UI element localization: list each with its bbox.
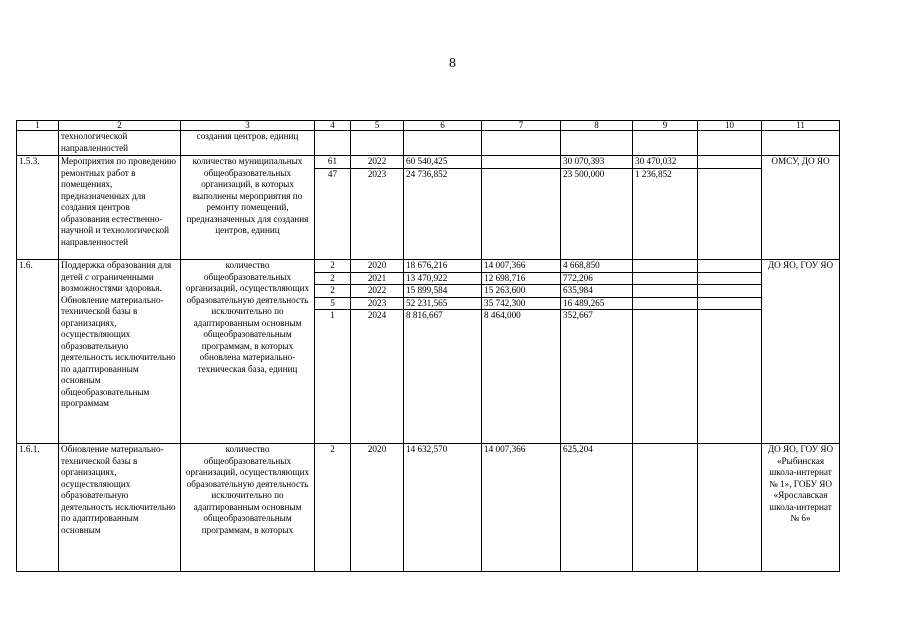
- cell-regional: 16 489,265: [561, 298, 632, 311]
- cell-local: [633, 310, 697, 322]
- header-cell: 11: [762, 121, 840, 131]
- col-other: [698, 156, 762, 260]
- header-cell: 2: [59, 121, 181, 131]
- cell-year: 2022: [351, 156, 403, 169]
- col-year: [351, 156, 404, 260]
- cell-total: 13 470,922: [404, 273, 481, 286]
- cell-local: 1 236,852: [635, 168, 672, 179]
- col-local: [633, 260, 698, 444]
- cell-total: 8 816,667: [406, 310, 443, 320]
- cell-local: [633, 285, 697, 298]
- cell-year: 2020: [351, 260, 403, 273]
- cell-count: 2: [315, 444, 351, 572]
- cell-other: [698, 298, 761, 311]
- cell-local: [633, 444, 698, 572]
- cell-other: [698, 310, 761, 322]
- cell-year: 2023: [351, 298, 403, 311]
- cell-regional: 625,204: [561, 444, 633, 572]
- col-count: [315, 156, 351, 260]
- cell-total: 15 899,584: [404, 285, 481, 298]
- row-indicator: создания центров, единиц: [181, 131, 315, 156]
- header-row: [17, 121, 840, 131]
- header-cell: 7: [482, 121, 561, 131]
- row-executor: ДО ЯО, ГОУ ЯО «Рыбинская школа-интернат № 1», ГОБУ ЯО «Ярославская школа-интернат № 6»: [762, 444, 840, 572]
- col-other: [698, 260, 762, 444]
- cell-federal: [482, 131, 561, 156]
- cell-count: 2: [315, 273, 350, 286]
- row-indicator: количество муниципальных общеобразовательных организаций, в которых выполнены мероприятия по ремонту помещений, предназначенных для создания центров, единиц: [181, 156, 315, 260]
- cell-count: [315, 131, 351, 156]
- program-table: [16, 120, 840, 572]
- col-local: [633, 156, 698, 260]
- cell-count: 2: [315, 260, 350, 273]
- cell-federal: 15 263,600: [482, 285, 560, 298]
- cell-other: [698, 169, 761, 181]
- row-number: 1.6.: [17, 260, 59, 444]
- cell-total: 18 676,216: [404, 260, 481, 273]
- header-cell: 8: [561, 121, 633, 131]
- row-name: технологической направленностей: [59, 131, 181, 156]
- cell-count: 5: [315, 298, 350, 311]
- cell-local: [633, 298, 697, 311]
- header-cell: 5: [351, 121, 404, 131]
- cell-local: 30 470,032: [633, 156, 697, 169]
- row-executor: [762, 131, 840, 156]
- cell-count: 2: [315, 285, 350, 298]
- col-total: [404, 260, 482, 444]
- cell-federal: [482, 156, 560, 169]
- cell-federal: 35 742,300: [482, 298, 560, 311]
- cell-other: [698, 131, 762, 156]
- col-count: [315, 260, 351, 444]
- cell-regional: 23 500,000: [563, 168, 605, 179]
- cell-year: 2022: [351, 285, 403, 298]
- table-row: [17, 260, 840, 444]
- row-number: [17, 131, 59, 156]
- col-total: [404, 156, 482, 260]
- col-regional: [561, 260, 633, 444]
- page-number: 8: [449, 56, 456, 71]
- cell-total: 60 540,425: [404, 156, 481, 169]
- cell-federal: 8 464,000: [484, 310, 521, 320]
- row-executor: ДО ЯО, ГОУ ЯО: [762, 260, 840, 444]
- table-row: [17, 444, 840, 572]
- cell-year: 2023: [367, 168, 387, 179]
- cell-federal: 14 007,366: [482, 444, 561, 572]
- row-executor: ОМСУ, ДО ЯО: [762, 156, 840, 260]
- cell-total: 14 632,570: [404, 444, 482, 572]
- row-number: 1.6.1.: [17, 444, 59, 572]
- cell-year: 2021: [351, 273, 403, 286]
- header-cell: 9: [633, 121, 698, 131]
- row-indicator: количество общеобразовательных организаций, осуществляющих образовательную деятельность исключительно по адаптированным основным общеобразовательным программам, в которых обновлена материально-техническая база, единиц: [181, 260, 315, 444]
- header-cell: 6: [404, 121, 482, 131]
- col-regional: [561, 156, 633, 260]
- row-name: Поддержка образования для детей с ограниченными возможностями здоровья. Обновление материально-технической базы в организациях, осуществляющих образовательную деятельность исключительно по адаптированным основным общеобразовательным программам: [59, 260, 181, 444]
- cell-regional: 772,206: [561, 273, 632, 286]
- cell-other: [698, 260, 761, 273]
- header-cell: 3: [181, 121, 315, 131]
- cell-year: [351, 131, 404, 156]
- cell-count: 61: [315, 156, 350, 169]
- cell-total: 24 736,852: [406, 168, 448, 179]
- cell-regional: 30 070,393: [561, 156, 632, 169]
- header-cell: 1: [17, 121, 59, 131]
- col-year: [351, 260, 404, 444]
- cell-other: [698, 156, 761, 169]
- col-federal: [482, 156, 561, 260]
- cell-year: 2020: [351, 444, 404, 572]
- cell-regional: 352,667: [563, 310, 593, 320]
- cell-year: 2024: [367, 310, 387, 320]
- table-row: [17, 131, 840, 156]
- cell-local: [633, 273, 697, 286]
- header-cell: 4: [315, 121, 351, 131]
- cell-local: [633, 260, 697, 273]
- cell-regional: 635,984: [561, 285, 632, 298]
- table-row: [17, 156, 840, 260]
- cell-other: [698, 444, 762, 572]
- row-number: 1.5.3.: [17, 156, 59, 260]
- col-federal: [482, 260, 561, 444]
- cell-regional: 4 668,850: [561, 260, 632, 273]
- header-cell: 10: [698, 121, 762, 131]
- cell-other: [698, 273, 761, 286]
- cell-other: [698, 285, 761, 298]
- cell-total: [404, 131, 482, 156]
- cell-regional: [561, 131, 633, 156]
- row-name: Мероприятия по проведению ремонтных работ в помещениях, предназначенных для создания центров образования естественно-научной и технологической направленностей: [59, 156, 181, 260]
- row-indicator: количество общеобразовательных организаций, осуществляющих образовательную деятельность исключительно по адаптированным основным общеобразовательным программам, в которых: [181, 444, 315, 572]
- row-name: Обновление материально-технической базы в организациях, осуществляющих образовательную деятельность исключительно по адаптированным основным: [59, 444, 181, 572]
- cell-count: 1: [330, 310, 335, 320]
- cell-federal: 12 698,716: [482, 273, 560, 286]
- cell-federal: 14 007,366: [482, 260, 560, 273]
- cell-local: [633, 131, 698, 156]
- cell-federal: [482, 169, 560, 181]
- cell-total: 52 231,565: [404, 298, 481, 311]
- cell-count: 47: [327, 168, 338, 179]
